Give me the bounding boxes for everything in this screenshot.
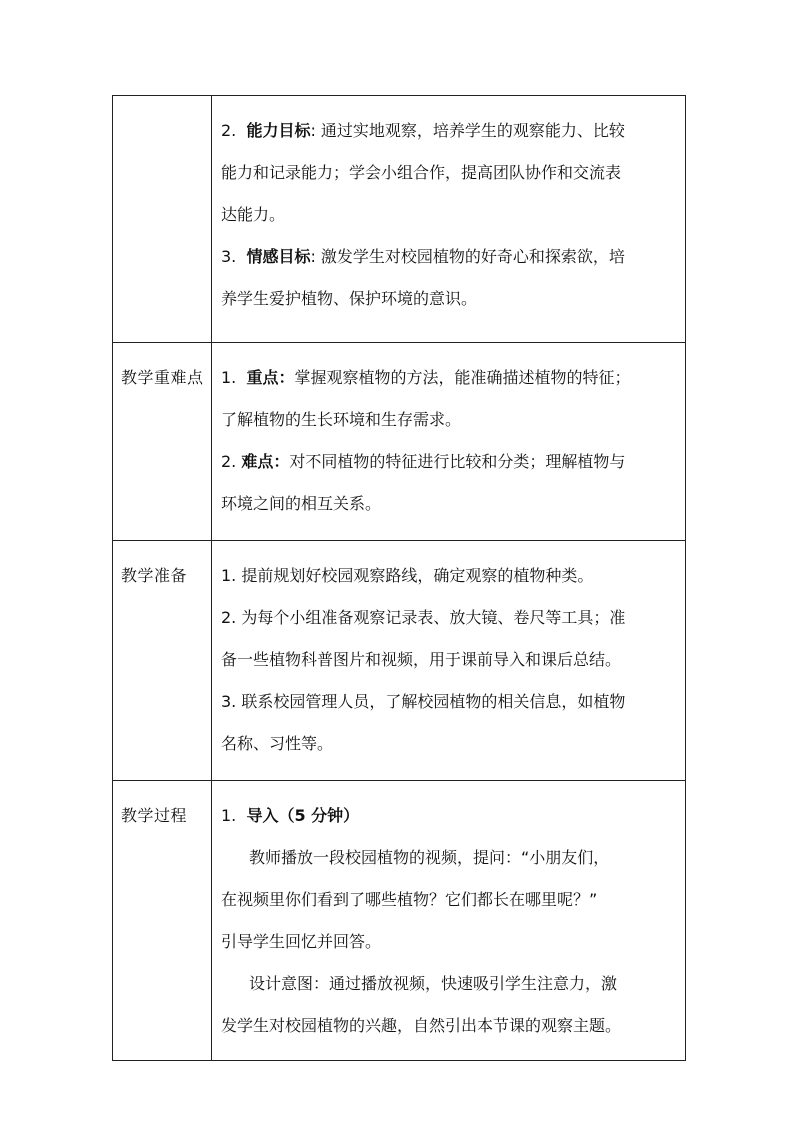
text-line: 3. 情感目标: 激发学生对校园植物的好奇心和探索欲，培 (221, 247, 625, 266)
text-line: 达能力。 (221, 205, 286, 224)
text-line: 了解植物的生长环境和生存需求。 (221, 410, 462, 429)
text-line: 能力和记录能力；学会小组合作，提高团队协作和交流表 (221, 163, 622, 182)
lesson-plan-table (112, 95, 686, 1061)
row-label (113, 96, 212, 343)
text-line: 名称、习性等。 (221, 734, 334, 753)
row-label: 教学重难点 (113, 343, 212, 541)
text-line: 发学生对校园植物的兴趣，自然引出本节课的观察主题。 (221, 1016, 622, 1035)
text-line: 备一些植物科普图片和视频，用于课前导入和课后总结。 (221, 650, 622, 669)
table-row (113, 541, 686, 781)
section-heading: 1. 导入（5 分钟） (221, 806, 360, 825)
text-line: 2. 为每个小组准备观察记录表、放大镜、卷尺等工具；准 (221, 608, 626, 627)
preparation-content (212, 541, 686, 781)
text-line: 1. 重点：掌握观察植物的方法，能准确描述植物的特征； (221, 368, 631, 387)
text-line: 3. 联系校园管理人员，了解校园植物的相关信息，如植物 (221, 692, 626, 711)
text-line: 养学生爱护植物、保护环境的意识。 (221, 289, 478, 308)
text-line: 2. 能力目标: 通过实地观察，培养学生的观察能力、比较 (221, 121, 625, 140)
text-line: 环境之间的相互关系。 (221, 494, 382, 513)
text-line: 引导学生回忆并回答。 (221, 932, 382, 951)
text-line: 2. 难点：对不同植物的特征进行比较和分类；理解植物与 (221, 452, 626, 471)
process-content (212, 781, 686, 1061)
objectives-content (212, 96, 686, 343)
row-label: 教学准备 (113, 541, 212, 781)
text-line: 教师播放一段校园植物的视频，提问：“小朋友们， (249, 848, 610, 867)
table-row (113, 781, 686, 1061)
key-points-content (212, 343, 686, 541)
table-row (113, 96, 686, 343)
text-line: 在视频里你们看到了哪些植物？它们都长在哪里呢？” (221, 890, 598, 909)
text-line: 1. 提前规划好校园观察路线，确定观察的植物种类。 (221, 566, 594, 585)
row-label: 教学过程 (113, 781, 212, 1061)
text-line: 设计意图：通过播放视频，快速吸引学生注意力，激 (249, 974, 618, 993)
table-row (113, 343, 686, 541)
